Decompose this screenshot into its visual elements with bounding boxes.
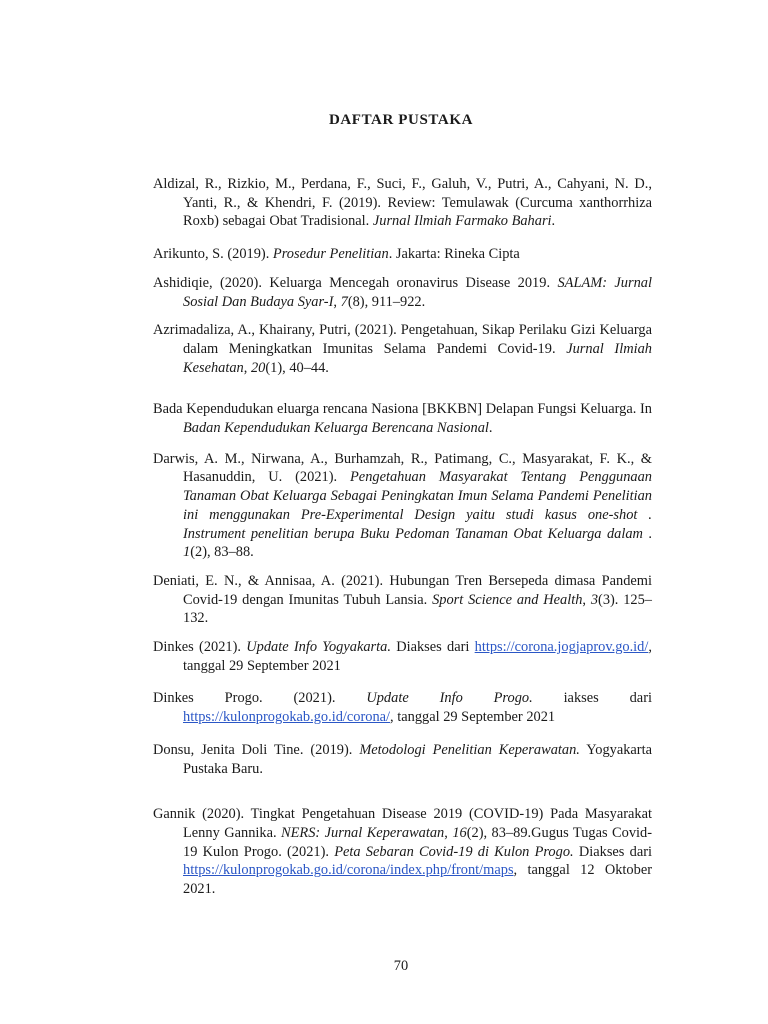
- reference-link[interactable]: https://kulonprogokab.go.id/corona/: [183, 709, 391, 726]
- reference-italic-text: 7: [340, 293, 348, 310]
- reference-text: ,: [444, 824, 453, 841]
- reference-text: Gannik (2020). Tingkat Pengetahuan Disease 2019 (COVID-19) Pada Masyarakat Lenny Gannika.: [153, 806, 652, 841]
- reference-italic-text: Pengetahuan Masyarakat Tentang Penggunaan Tanaman Obat Keluarga Sebagai Peningkatan Imun Selama Pandemi Penelitian ini menggunakan Pre-Experimental Design yaitu studi kasus one-shot . Instrument penelitian berupa Buku Pedoman Tanaman Obat Keluarga dalam: [183, 469, 652, 542]
- reference-text: Ashidiqie, (2020). Keluarga Mencegah oronavirus Disease 2019.: [153, 274, 558, 291]
- reference-entry: [153, 689, 652, 726]
- reference-text: Diakses dari: [390, 639, 475, 656]
- reference-entry: [153, 805, 652, 899]
- reference-link[interactable]: https://corona.jogjaprov.go.id/: [474, 639, 649, 656]
- reference-entry: [153, 175, 652, 231]
- reference-italic-text: NERS: Jurnal Keperawatan: [281, 824, 445, 841]
- reference-text: . Jakarta: Rineka Cipta: [388, 246, 520, 263]
- reference-text: , tanggal 12 Oktober 2021.: [183, 862, 652, 898]
- reference-text: Donsu, Jenita Doli Tine. (2019).: [153, 741, 360, 758]
- reference-italic-text: Update Info Progo.: [366, 690, 533, 707]
- reference-text: Darwis, A. M., Nirwana, A., Burhamzah, R., Patimang, C., Masyarakat, F. K., & Hasanuddin, U. (2021).: [153, 450, 652, 486]
- reference-text: Aldizal, R., Rizkio, M., Perdana, F., Suci, F., Galuh, V., Putri, A., Cahyani, N. D., Yanti, R., & Khendri, F. (2019). Review: Temulawak (Curcuma xanthorrhiza Roxb) sebagai Obat Tradisional.: [153, 176, 652, 230]
- reference-entry: [153, 450, 652, 562]
- reference-italic-text: Metodologi Penelitian Keperawatan.: [359, 741, 580, 758]
- reference-italic-text: 16: [452, 824, 467, 841]
- reference-entry: [153, 274, 652, 311]
- reference-text: Yogyakarta Pustaka Baru.: [183, 741, 652, 777]
- reference-entry: [153, 572, 652, 628]
- reference-italic-text: 3: [590, 591, 599, 608]
- reference-italic-text: 20: [250, 359, 266, 376]
- page-number: 70: [393, 958, 409, 974]
- reference-text: Arikunto, S. (2019).: [153, 246, 273, 263]
- reference-text: (2), 83–88.: [190, 544, 254, 561]
- reference-text: ,: [243, 359, 251, 376]
- reference-italic-text: Badan Kependudukan Keluarga Berencana Nasional: [183, 420, 489, 437]
- reference-text: Dinkes (2021).: [153, 639, 247, 656]
- reference-entry: [153, 245, 652, 264]
- page-title: DAFTAR PUSTAKA: [328, 112, 474, 128]
- reference-text: (1), 40–44.: [265, 359, 329, 376]
- reference-entry: [153, 741, 652, 778]
- reference-text: , tanggal 29 September 2021: [390, 709, 556, 726]
- reference-list: [153, 165, 652, 899]
- reference-text: Deniati, E. N., & Annisaa, A. (2021). Hubungan Tren Bersepeda dimasa Pandemi Covid-19 dengan Imunitas Tubuh Lansia.: [153, 572, 652, 608]
- reference-text: iakses dari: [532, 690, 652, 707]
- reference-italic-text: Update Info Yogyakarta.: [246, 639, 391, 656]
- reference-text: Bada Kependudukan eluarga rencana Nasiona [BKKBN] Delapan Fungsi Keluarga. In: [153, 401, 652, 418]
- reference-text: .: [488, 420, 493, 437]
- reference-text: (2), 83–89.Gugus Tugas Covid-19 Kulon Progo. (2021).: [183, 824, 653, 860]
- reference-entry: [153, 400, 652, 437]
- reference-text: .: [642, 525, 652, 542]
- reference-text: .: [551, 213, 556, 230]
- reference-italic-text: Peta Sebaran Covid-19 di Kulon Progo.: [334, 843, 574, 860]
- reference-text: ,: [333, 293, 341, 310]
- reference-text: , tanggal 29 September 2021: [183, 639, 652, 674]
- reference-italic-text: SALAM: Jurnal Sosial Dan Budaya Syar-I: [183, 274, 652, 310]
- reference-text: Diakses dari: [573, 843, 653, 860]
- reference-italic-text: Sport Science and Health: [432, 591, 583, 608]
- reference-text: ,: [582, 591, 591, 608]
- reference-link[interactable]: https://kulonprogokab.go.id/corona/index.php/front/maps: [183, 862, 514, 879]
- reference-text: (3). 125–132.: [183, 591, 653, 627]
- reference-italic-text: Prosedur Penelitian: [272, 246, 389, 263]
- reference-text: Dinkes Progo. (2021).: [153, 690, 367, 707]
- reference-entry: [153, 321, 652, 377]
- reference-text: Azrimadaliza, A., Khairany, Putri, (2021). Pengetahuan, Sikap Perilaku Gizi Keluarga dalam Meningkatkan Imunitas Selama Pandemi Covid-19.: [153, 322, 652, 357]
- reference-italic-text: 1: [183, 544, 191, 561]
- reference-text: (8), 911–922.: [347, 293, 426, 310]
- reference-entry: [153, 638, 652, 675]
- reference-italic-text: Jurnal Ilmiah Farmako Bahari: [372, 213, 552, 230]
- reference-italic-text: Jurnal Ilmiah Kesehatan: [183, 340, 652, 376]
